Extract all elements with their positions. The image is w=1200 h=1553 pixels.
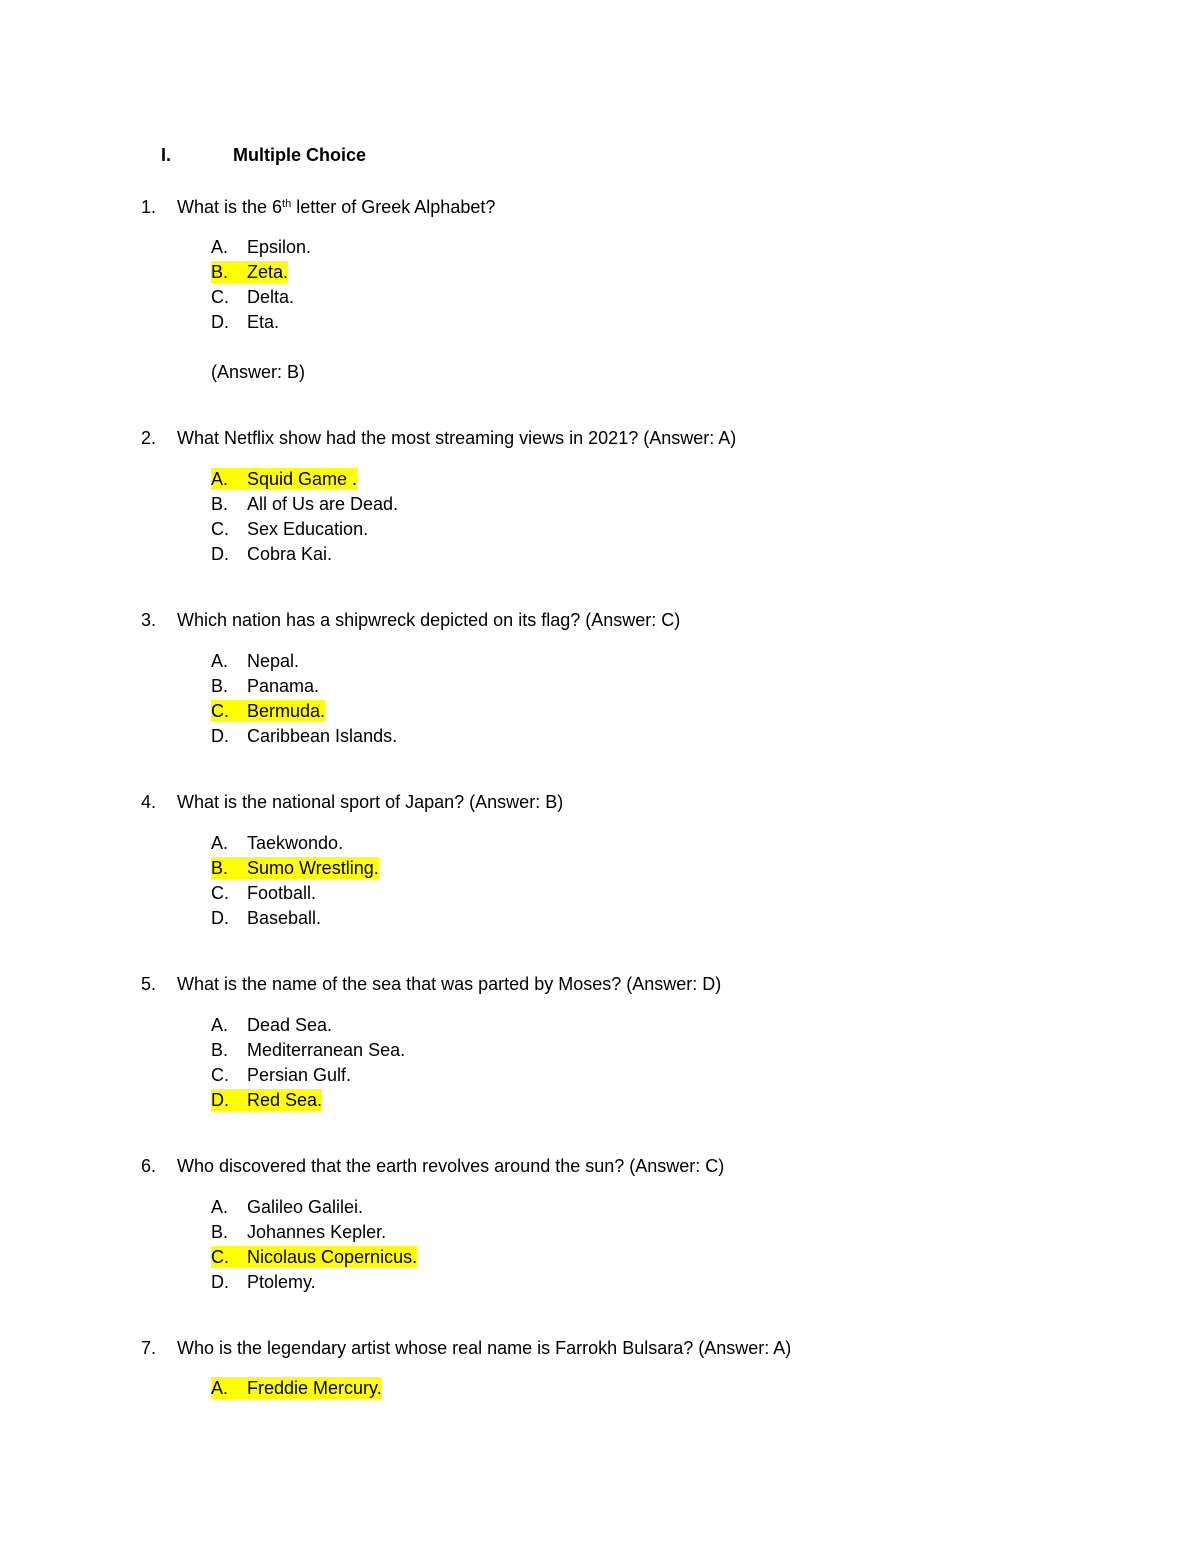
highlighted-option	[211, 261, 288, 283]
option-text: Cobra Kai.	[247, 544, 333, 564]
options-list-1	[211, 235, 311, 335]
question-7	[141, 1337, 791, 1359]
option-letter: A.	[211, 1197, 229, 1217]
option-text: Epsilon.	[247, 237, 312, 257]
question-2	[141, 427, 736, 449]
option-text: Eta.	[247, 312, 280, 332]
answer-option-c	[211, 699, 397, 724]
option-content	[211, 286, 294, 308]
option-text: Mediterranean Sea.	[247, 1040, 406, 1060]
question-text: What is the name of the sea that was parted by Moses? (Answer: D)	[177, 974, 722, 994]
option-content	[211, 650, 299, 672]
answer-option-a	[211, 1376, 382, 1401]
answer-option-a	[211, 235, 311, 260]
question-6	[141, 1155, 724, 1177]
option-content	[211, 1196, 363, 1218]
option-content	[211, 1064, 351, 1086]
answer-option-d	[211, 310, 311, 335]
question-superscript: th	[282, 198, 292, 210]
option-content	[211, 1014, 332, 1036]
answer-option-a	[211, 1195, 417, 1220]
option-letter: A.	[211, 833, 229, 853]
question-number: 4.	[141, 792, 157, 812]
option-text: Caribbean Islands.	[247, 726, 398, 746]
option-letter: D.	[211, 544, 229, 564]
answer-option-d	[211, 724, 397, 749]
section-numeral: I.	[161, 145, 172, 165]
question-1	[141, 196, 495, 218]
option-letter: C.	[211, 287, 229, 307]
answer-option-b	[211, 1038, 405, 1063]
question-text: Which nation has a shipwreck depicted on its flag? (Answer: C)	[177, 610, 681, 630]
option-text: Taekwondo.	[247, 833, 344, 853]
option-content	[211, 832, 343, 854]
answer-option-c	[211, 881, 379, 906]
options-list-3	[211, 649, 397, 749]
highlighted-option	[211, 1246, 417, 1268]
question-text: What is the 6	[177, 197, 283, 217]
answer-option-d	[211, 1088, 405, 1113]
option-letter: A.	[211, 651, 229, 671]
option-content	[211, 675, 319, 697]
section-title: Multiple Choice	[233, 145, 367, 165]
question-text: Who discovered that the earth revolves around the sun? (Answer: C)	[177, 1156, 725, 1176]
question-number: 7.	[141, 1338, 157, 1358]
option-text: All of Us are Dead.	[247, 494, 399, 514]
section-heading	[161, 144, 366, 166]
answer-option-c	[211, 1245, 417, 1270]
option-content	[211, 1221, 386, 1243]
option-text: Red Sea.	[247, 1090, 323, 1110]
option-content	[211, 311, 279, 333]
question-number: 2.	[141, 428, 157, 448]
option-text: Dead Sea.	[247, 1015, 333, 1035]
options-list-2	[211, 467, 398, 567]
option-text: Freddie Mercury.	[247, 1378, 382, 1398]
option-letter: D.	[211, 908, 229, 928]
option-text: Johannes Kepler.	[247, 1222, 387, 1242]
question-text: Who is the legendary artist whose real name is Farrokh Bulsara? (Answer: A)	[177, 1338, 792, 1358]
question-text-rest: letter of Greek Alphabet?	[291, 197, 496, 217]
answer-option-d	[211, 542, 398, 567]
highlighted-option	[211, 700, 325, 722]
options-list-6	[211, 1195, 417, 1295]
answer-option-b	[211, 260, 311, 285]
answer-option-a	[211, 831, 379, 856]
answer-option-c	[211, 1063, 405, 1088]
option-content	[211, 236, 311, 258]
option-content	[211, 882, 316, 904]
question-text: What is the national sport of Japan? (Answer: B)	[177, 792, 564, 812]
question-number: 5.	[141, 974, 157, 994]
option-text: Nepal.	[247, 651, 300, 671]
option-text: Delta.	[247, 287, 295, 307]
answer-option-a	[211, 649, 397, 674]
option-content	[211, 493, 398, 515]
option-content	[211, 518, 368, 540]
option-text: Football.	[247, 883, 317, 903]
answer-option-b	[211, 1220, 417, 1245]
option-letter: D.	[211, 312, 229, 332]
answer-option-a	[211, 467, 398, 492]
answer-option-b	[211, 856, 379, 881]
option-letter: C.	[211, 701, 229, 721]
option-letter: D.	[211, 1090, 229, 1110]
option-letter: C.	[211, 1247, 229, 1267]
option-text: Persian Gulf.	[247, 1065, 352, 1085]
option-content	[211, 1271, 316, 1293]
option-letter: C.	[211, 883, 229, 903]
option-letter: C.	[211, 519, 229, 539]
option-letter: B.	[211, 494, 229, 514]
answer-option-b	[211, 674, 397, 699]
option-letter: B.	[211, 1040, 229, 1060]
highlighted-option	[211, 1089, 322, 1111]
highlighted-option	[211, 1377, 382, 1399]
option-text: Squid Game .	[247, 469, 358, 489]
option-letter: A.	[211, 1015, 229, 1035]
answer-note: (Answer: B)	[211, 362, 306, 382]
option-letter: A.	[211, 1378, 229, 1398]
option-letter: C.	[211, 1065, 229, 1085]
question-5	[141, 973, 721, 995]
answer-option-d	[211, 906, 379, 931]
option-text: Sumo Wrestling.	[247, 858, 379, 878]
question-4	[141, 791, 563, 813]
answer-option-b	[211, 492, 398, 517]
option-text: Nicolaus Copernicus.	[247, 1247, 418, 1267]
question-number: 3.	[141, 610, 157, 630]
option-letter: D.	[211, 726, 229, 746]
option-content	[211, 543, 332, 565]
option-letter: A.	[211, 237, 229, 257]
answer-option-a	[211, 1013, 405, 1038]
option-content	[211, 725, 397, 747]
option-letter: D.	[211, 1272, 229, 1292]
option-letter: B.	[211, 858, 229, 878]
question-text: What Netflix show had the most streaming views in 2021? (Answer: A)	[177, 428, 737, 448]
options-list-7	[211, 1376, 382, 1401]
question-number: 6.	[141, 1156, 157, 1176]
option-content	[211, 1039, 405, 1061]
option-letter: B.	[211, 676, 229, 696]
option-text: Bermuda.	[247, 701, 326, 721]
option-text: Zeta.	[247, 262, 289, 282]
answer-option-c	[211, 285, 311, 310]
option-text: Sex Education.	[247, 519, 369, 539]
question-number: 1.	[141, 197, 157, 217]
options-list-5	[211, 1013, 405, 1113]
highlighted-option	[211, 468, 357, 490]
option-letter: B.	[211, 262, 229, 282]
option-letter: B.	[211, 1222, 229, 1242]
option-text: Baseball.	[247, 908, 322, 928]
highlighted-option	[211, 857, 379, 879]
option-letter: A.	[211, 469, 229, 489]
question-3	[141, 609, 680, 631]
option-text: Galileo Galilei.	[247, 1197, 364, 1217]
answer-option-c	[211, 517, 398, 542]
answer-option-d	[211, 1270, 417, 1295]
option-text: Panama.	[247, 676, 320, 696]
option-content	[211, 907, 321, 929]
option-text: Ptolemy.	[247, 1272, 316, 1292]
options-list-4	[211, 831, 379, 931]
